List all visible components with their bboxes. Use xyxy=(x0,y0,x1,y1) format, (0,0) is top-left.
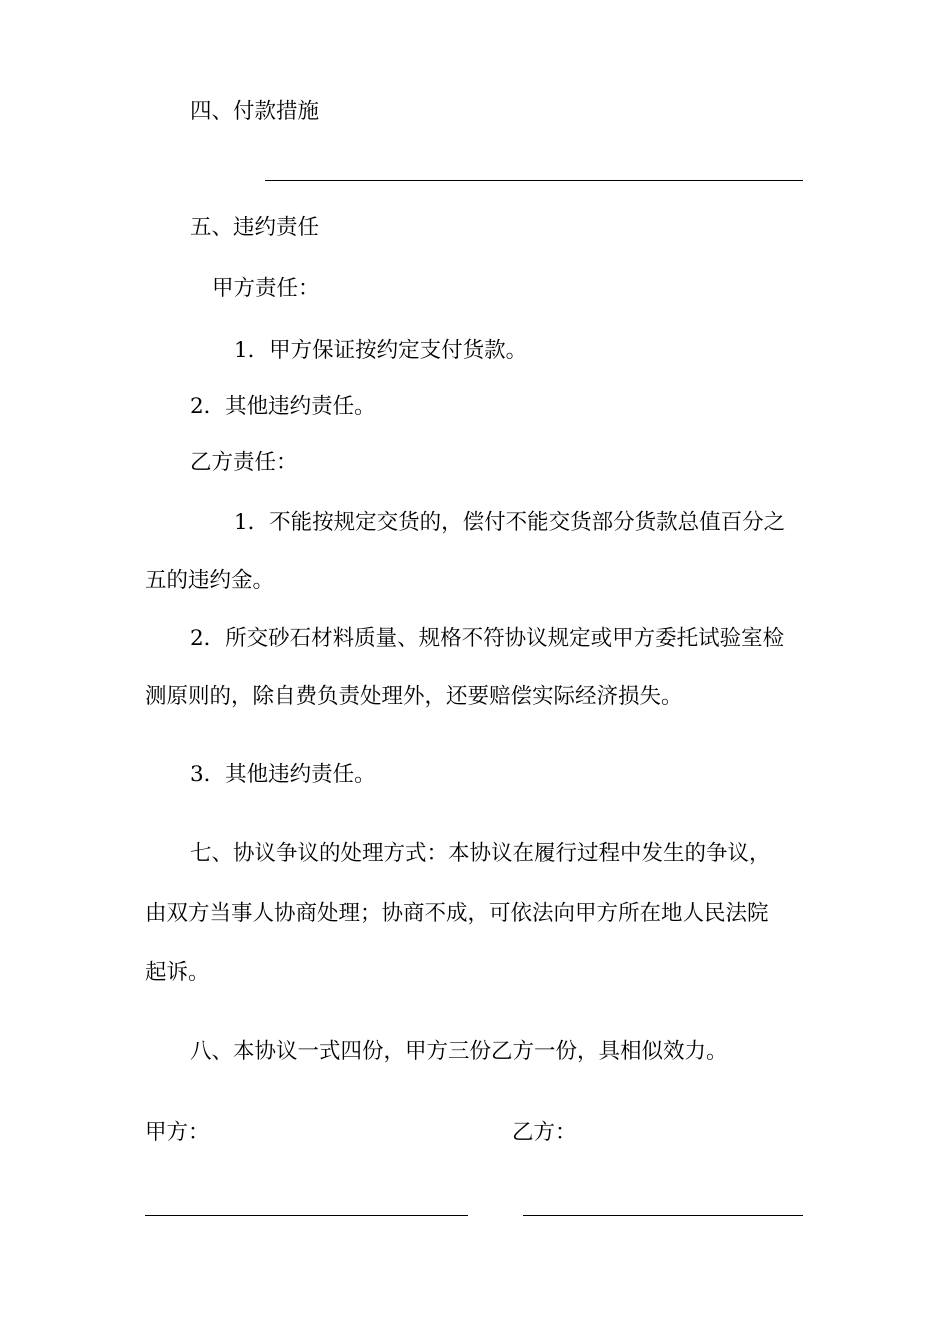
party-b-signature-line xyxy=(523,1215,803,1216)
party-a-signature-line xyxy=(145,1215,468,1216)
party-b-signature-label: 乙方： xyxy=(512,1120,577,1145)
payment-blank-line xyxy=(265,180,803,181)
party-a-responsibility-label: 甲方责任： xyxy=(212,276,320,301)
party-b-item-1-line2: 五的违约金。 xyxy=(145,568,275,593)
party-a-item-1: 1．甲方保证按约定支付货款。 xyxy=(234,338,528,363)
section7-line3: 起诉。 xyxy=(145,960,210,985)
party-b-responsibility-label: 乙方责任： xyxy=(190,450,298,475)
section7-line2: 由双方当事人协商处理；协商不成，可依法向甲方所在地人民法院 xyxy=(145,901,769,926)
party-a-item-2: 2．其他违约责任。 xyxy=(190,394,376,419)
section8-text: 八、本协议一式四份，甲方三份乙方一份，具相似效力。 xyxy=(190,1039,728,1064)
party-b-item-1-line1: 1．不能按规定交货的，偿付不能交货部分货款总值百分之 xyxy=(234,510,786,535)
party-b-item-3: 3．其他违约责任。 xyxy=(190,762,376,787)
party-b-item-2-line2: 测原则的，除自费负责处理外，还要赔偿实际经济损失。 xyxy=(145,684,683,709)
section7-line1: 七、协议争议的处理方式：本协议在履行过程中发生的争议， xyxy=(190,841,771,866)
section5-title: 五、违约责任 xyxy=(190,215,320,240)
party-a-signature-label: 甲方： xyxy=(145,1120,210,1145)
party-b-item-2-line1: 2．所交砂石材料质量、规格不符协议规定或甲方委托试验室检 xyxy=(190,626,785,651)
section4-title: 四、付款措施 xyxy=(190,99,320,124)
